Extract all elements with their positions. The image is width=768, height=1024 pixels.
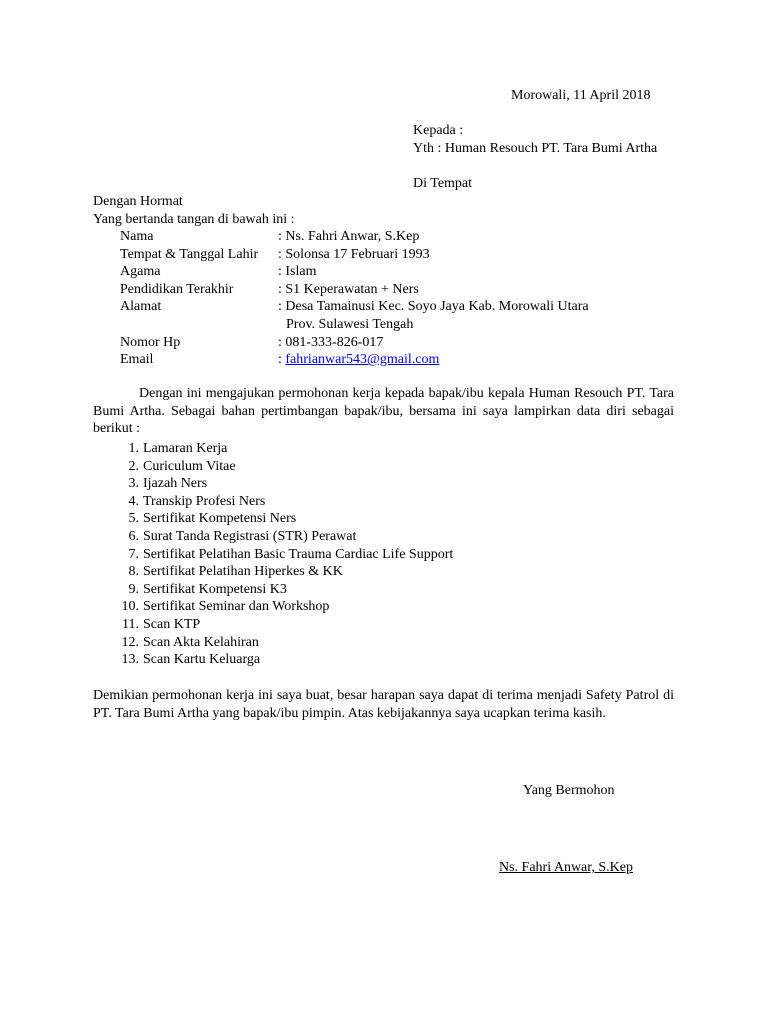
attachment-text: Sertifikat Seminar dan Workshop: [143, 599, 330, 615]
attachment-item: [110, 458, 453, 476]
attachment-item: [110, 581, 453, 599]
attachment-number: 2.: [128, 458, 139, 474]
attachment-text: Scan Akta Kelahiran: [143, 634, 259, 650]
attachment-number: 4.: [128, 493, 139, 509]
greeting: Dengan Hormat: [93, 194, 183, 209]
religion-label: Agama: [120, 264, 161, 280]
attachment-number: 5.: [128, 511, 139, 527]
address-label: Alamat: [120, 299, 162, 315]
recipient-block: [413, 122, 657, 157]
education-value: : S1 Keperawatan + Ners: [278, 281, 419, 297]
attachments-list: [110, 440, 453, 669]
phone-label: Nomor Hp: [120, 334, 181, 350]
address-value-line1: : Desa Tamainusi Kec. Soyo Jaya Kab. Morowali Utara: [278, 299, 589, 315]
attachment-item: [110, 598, 453, 616]
birth-label: Tempat & Tanggal Lahir: [120, 246, 259, 262]
applicant-info: [120, 228, 680, 369]
attachment-item: [110, 528, 453, 546]
religion-value: : Islam: [278, 264, 317, 280]
email-label: Email: [120, 352, 154, 368]
email-link[interactable]: fahrianwar543@gmail.com: [285, 352, 440, 368]
attachment-item: [110, 546, 453, 564]
body-paragraph: Dengan ini mengajukan permohonan kerja kepada bapak/ibu kepala Human Resouch PT. Tara Bumi Artha. Sebagai bahan pertimbangan bapak/ibu, bersama ini saya lampirkan data diri sebagai berikut :: [93, 386, 674, 437]
attachment-number: 7.: [128, 546, 139, 562]
info-row-address: [120, 298, 680, 316]
phone-value: : 081-333-826-017: [278, 334, 384, 350]
attachment-item: [110, 563, 453, 581]
attachment-text: Transkip Profesi Ners: [143, 493, 266, 509]
attachment-text: Scan KTP: [143, 616, 201, 632]
birth-value: : Solonsa 17 Februari 1993: [278, 246, 430, 262]
attachment-number: 10.: [121, 599, 139, 615]
attachment-text: Sertifikat Pelatihan Basic Trauma Cardiac Life Support: [143, 546, 454, 562]
email-value-wrap: [278, 351, 439, 369]
attachment-text: Ijazah Ners: [143, 476, 208, 492]
info-row-name: [120, 228, 680, 246]
recipient-to-label: Kepada :: [413, 123, 464, 138]
attachment-item: [110, 616, 453, 634]
info-row-address-cont: [120, 316, 680, 334]
attachment-text: Curiculum Vitae: [143, 458, 236, 474]
attachment-number: 13.: [121, 652, 139, 668]
attachment-item: [110, 651, 453, 669]
recipient-to-line: Yth : Human Resouch PT. Tara Bumi Artha: [413, 140, 658, 156]
sign-label: Yang Bermohon: [523, 783, 615, 798]
attachment-item: [110, 510, 453, 528]
info-row-birth: [120, 246, 680, 264]
attachment-text: Surat Tanda Registrasi (STR) Perawat: [143, 528, 357, 544]
signer-name: Ns. Fahri Anwar, S.Kep: [499, 860, 633, 875]
place-date: Morowali, 11 April 2018: [511, 88, 651, 103]
attachment-number: 8.: [128, 564, 139, 580]
attachment-text: Scan Kartu Keluarga: [143, 652, 261, 668]
attachment-text: Sertifikat Kompetensi K3: [143, 581, 287, 597]
attachment-number: 11.: [122, 616, 139, 632]
attachment-number: 6.: [128, 528, 139, 544]
attachment-text: Lamaran Kerja: [143, 441, 228, 456]
attachment-number: 12.: [121, 634, 139, 650]
info-row-religion: [120, 263, 680, 281]
closing-paragraph: Demikian permohonan kerja ini saya buat, besar harapan saya dapat di terima menjadi Safety Patrol di PT. Tara Bumi Artha yang bapak/ibu pimpin. Atas kebijakannya saya ucapkan terima kasih.: [93, 688, 674, 721]
attachment-text: Sertifikat Pelatihan Hiperkes & KK: [143, 564, 343, 580]
address-value-line2: Prov. Sulawesi Tengah: [286, 316, 414, 332]
name-value: : Ns. Fahri Anwar, S.Kep: [278, 229, 420, 244]
intro-line: Yang bertanda tangan di bawah ini :: [93, 211, 295, 227]
attachment-item: [110, 440, 453, 458]
name-label: Nama: [120, 229, 154, 244]
attachment-item: [110, 475, 453, 493]
attachment-number: 3.: [128, 476, 139, 492]
recipient-location: Di Tempat: [413, 176, 473, 191]
salutation-block: [93, 193, 295, 228]
email-prefix: :: [278, 352, 286, 368]
education-label: Pendidikan Terakhir: [120, 281, 234, 297]
attachment-item: [110, 493, 453, 511]
info-row-education: [120, 281, 680, 299]
attachment-number: 1.: [128, 441, 139, 456]
attachment-number: 9.: [128, 581, 139, 597]
info-row-phone: [120, 334, 680, 352]
attachment-item: [110, 634, 453, 652]
attachment-text: Sertifikat Kompetensi Ners: [143, 511, 297, 527]
info-row-email: [120, 351, 680, 369]
